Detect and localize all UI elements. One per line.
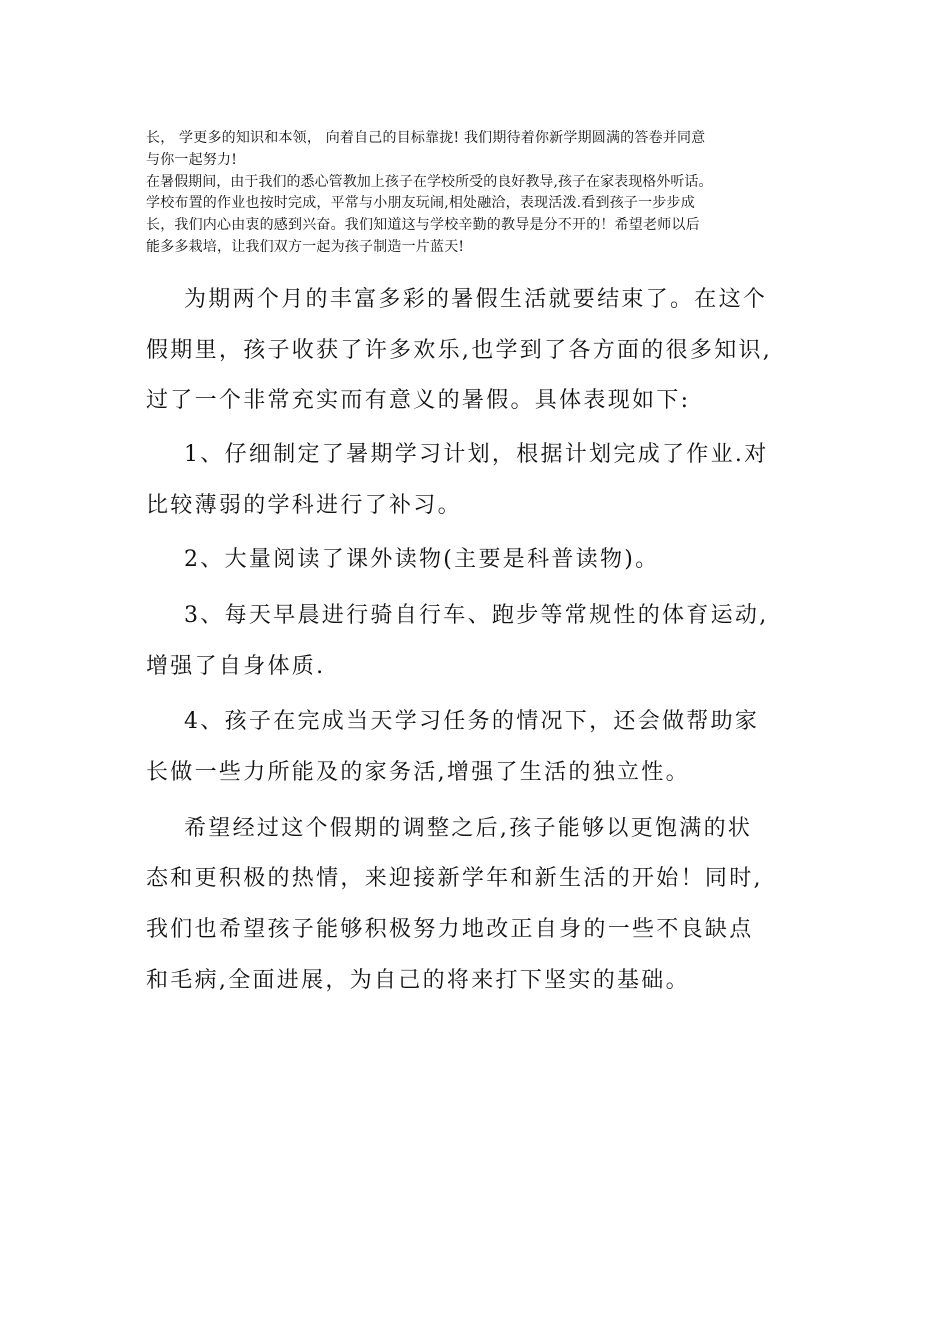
body-line-12: 态和更积极的热情，来迎接新学年和新生活的开始！同时, [146,866,763,891]
body-line-3: 过了一个非常充实而有意义的暑假。具体表现如下: [146,388,691,413]
body-line-9: 4、孩子在完成当天学习任务的情况下，还会做帮助家 [184,709,760,734]
body-line-5: 比较薄弱的学科进行了补习。 [146,493,462,518]
body-line-1: 为期两个月的丰富多彩的暑假生活就要结束了。在这个 [184,287,768,312]
top-line-1: 长， 学更多的知识和本领， 向着自己的目标靠拢! 我们期待着你新学期圆满的答卷并同意 [146,130,706,146]
top-line-2: 与你一起努力! [146,151,238,168]
top-line-4: 学校布置的作业也按时完成，平常与小朋友玩闹,相处融洽，表现活泼.看到孩子一步步成 [146,195,695,212]
body-line-4: 1、仔细制定了暑期学习计划，根据计划完成了作业.对 [184,442,769,467]
body-line-10: 长做一些力所能及的家务活,增强了生活的独立性。 [146,760,690,785]
top-line-5: 长，我们内心由衷的感到兴奋。我们知道这与学校辛勤的教导是分不开的！希望老师以后 [146,217,700,234]
body-line-6: 2、大量阅读了课外读物(主要是科普读物)。 [184,547,660,572]
body-line-8: 增强了自身体质. [146,654,326,679]
body-line-14: 和毛病,全面进展，为自己的将来打下坚实的基础。 [146,968,690,993]
body-line-7: 3、每天早晨进行骑自行车、跑步等常规性的体育运动, [184,603,769,628]
body-line-11: 希望经过这个假期的调整之后,孩子能够以更饱满的状 [184,816,753,841]
body-line-13: 我们也希望孩子能够积极努力地改正自身的一些不良缺点 [146,917,754,942]
top-line-3: 在暑假期间，由于我们的悉心管教加上孩子在学校所受的良好教导,孩子在家表现格外听话。 [146,173,713,190]
top-paragraph-block [146,128,826,259]
body-line-2: 假期里，孩子收获了许多欢乐,也学到了各方面的很多知识, [146,338,773,363]
top-line-6: 能多多栽培，让我们双方一起为孩子制造一片蓝天! [146,238,465,255]
